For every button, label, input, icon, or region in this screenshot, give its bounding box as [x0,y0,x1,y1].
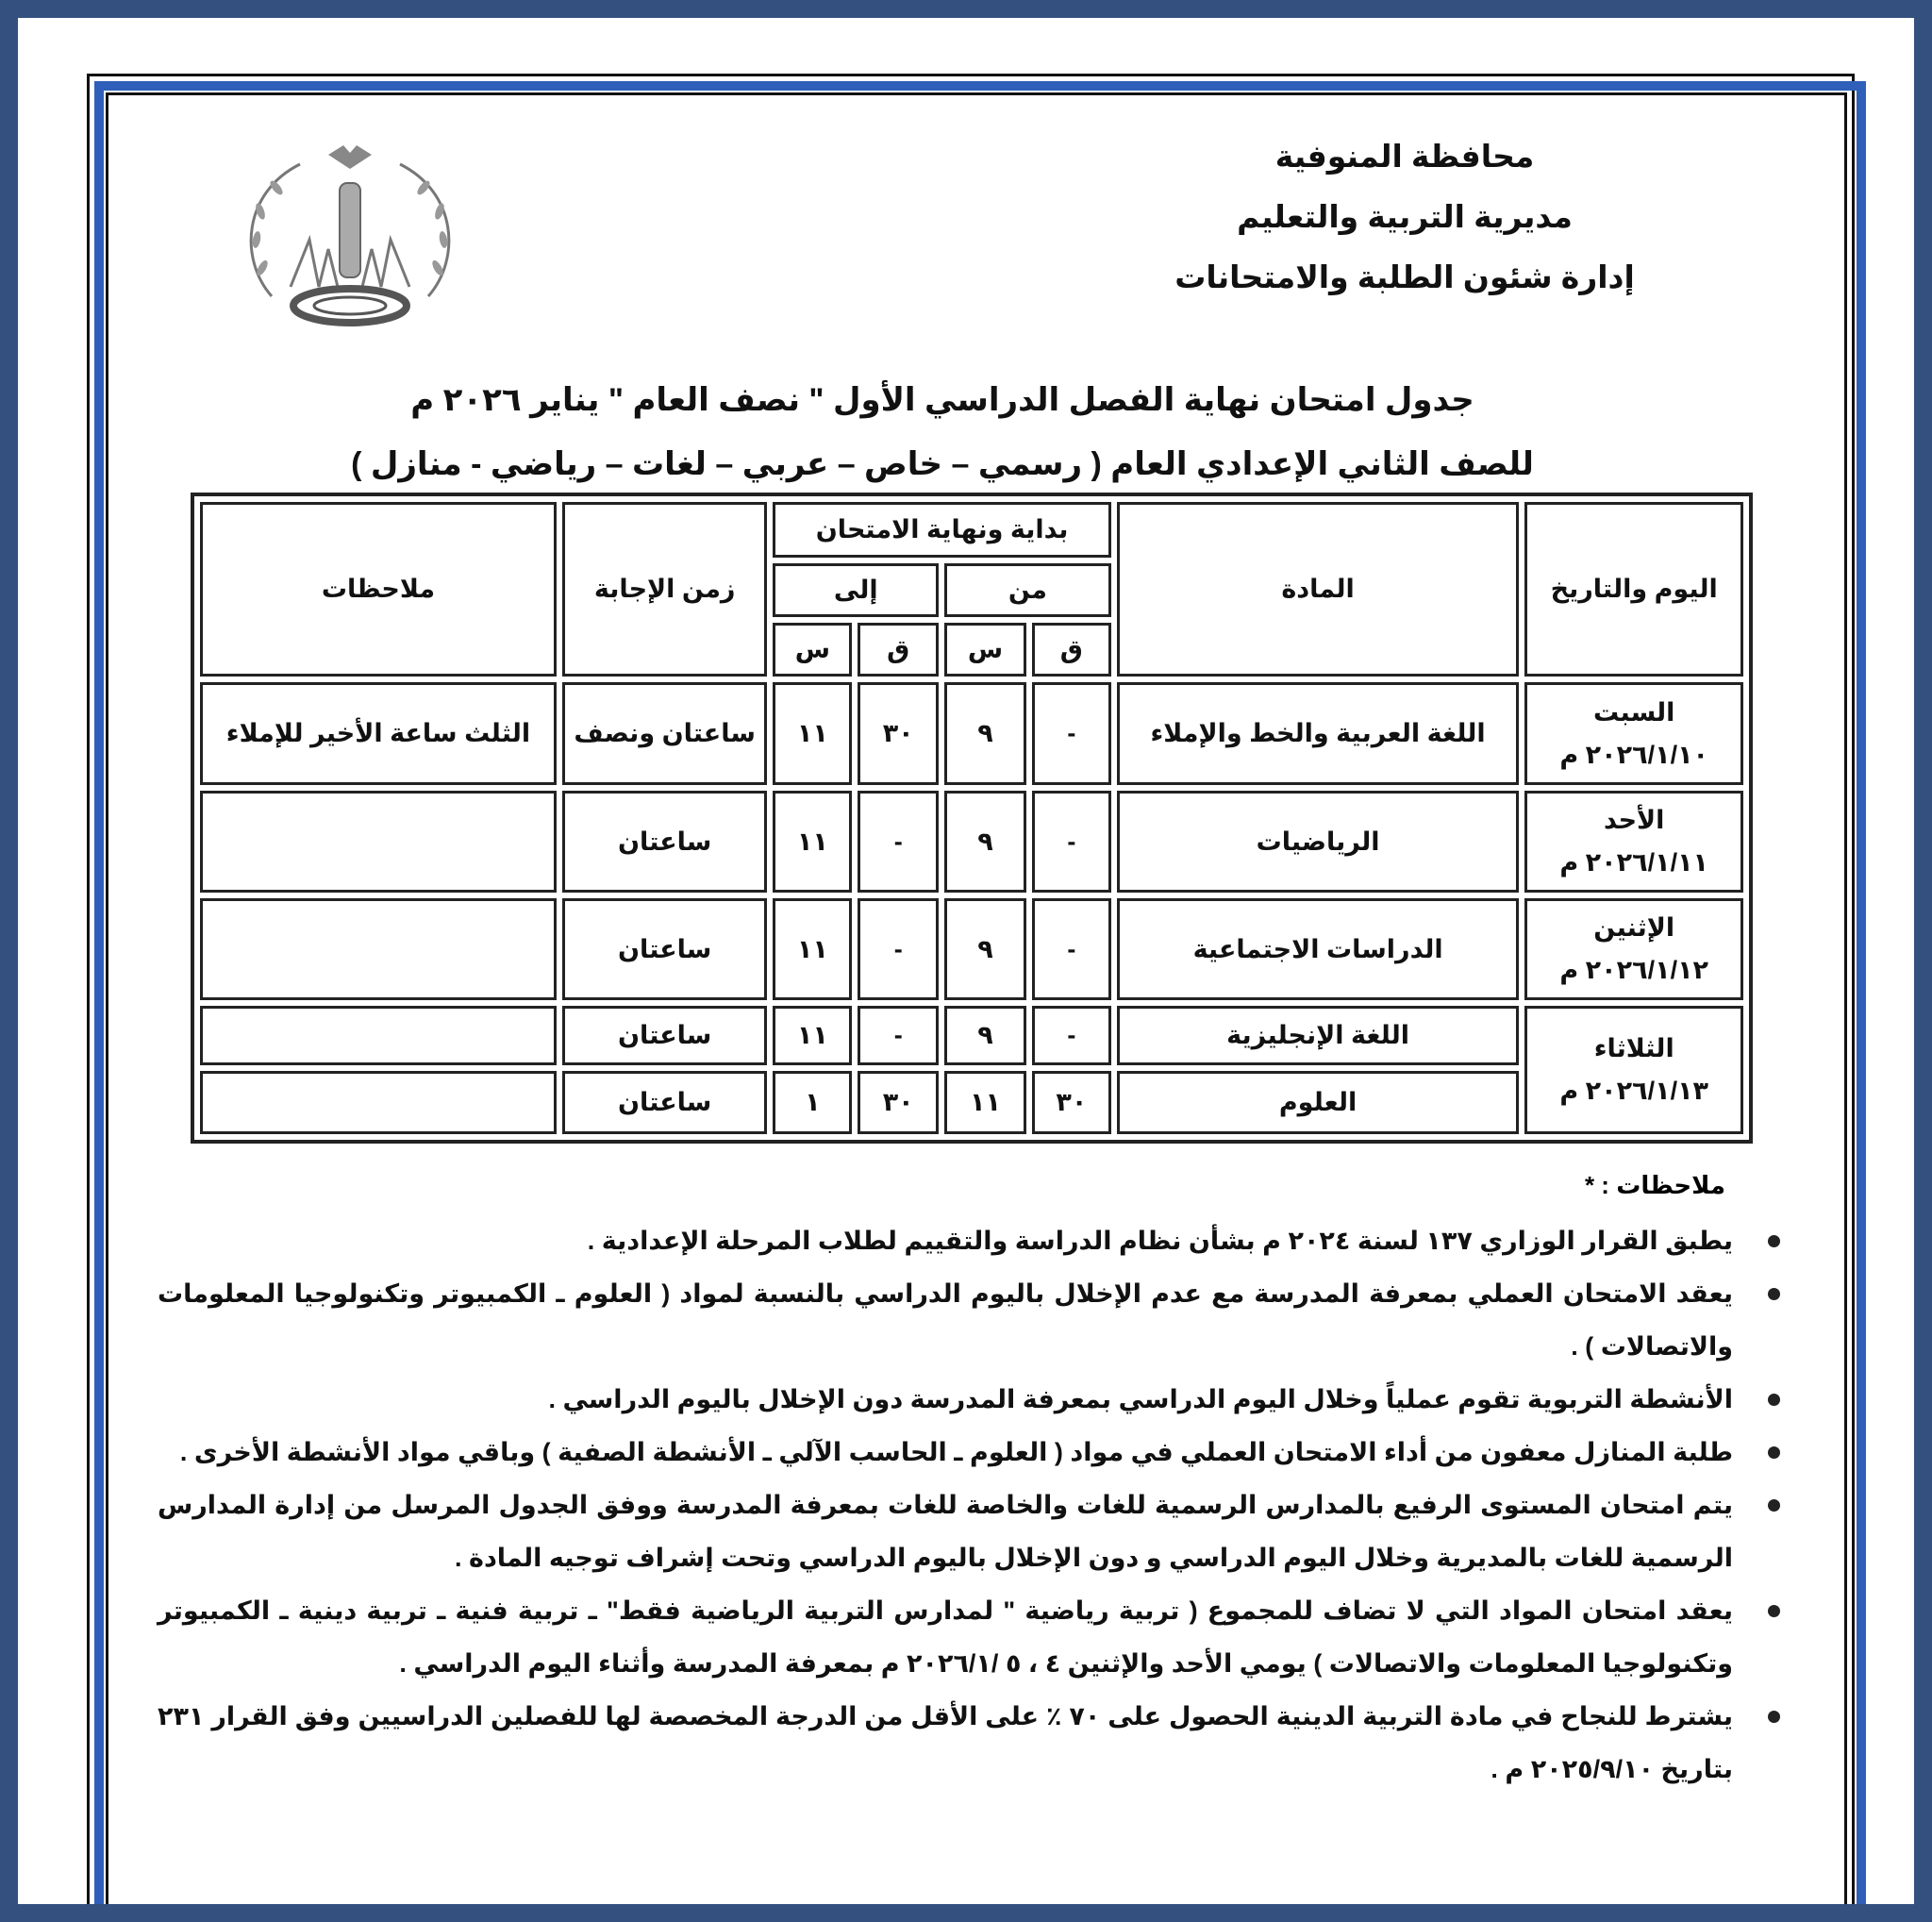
header-from-hour: س [944,623,1026,677]
bullet-icon [1768,1394,1780,1406]
table-header-row [200,502,1743,558]
from-minute-cell: - [1032,791,1111,893]
from-hour-cell: ١١ [944,1071,1026,1134]
to-hour-cell: ١١ [773,791,852,893]
to-hour-cell: ١١ [773,682,852,786]
from-hour-cell: ٩ [944,1006,1026,1065]
subject-cell: الدراسات الاجتماعية [1117,898,1520,1000]
bullet-icon [1768,1605,1780,1617]
date: ٢٠٢٦/١/١٢ م [1559,956,1709,984]
duration-cell: ساعتان ونصف [562,682,768,786]
to-minute-cell: - [858,898,939,1000]
day-date-cell [1524,791,1743,893]
table-row [200,1071,1743,1134]
subject-cell: اللغة الإنجليزية [1117,1006,1520,1065]
to-minute-cell: ٣٠ [858,1071,939,1134]
document-page [18,18,1914,1904]
ministry-emblem-icon [234,136,466,339]
bullet-icon [1768,1499,1780,1512]
list-item [158,1584,1780,1690]
from-minute-cell: - [1032,1006,1111,1065]
subject-cell: العلوم [1117,1071,1520,1134]
schedule-subtitle: للصف الثاني الإعدادي العام ( رسمي – خاص – عربي – لغات – رياضي - منازل ) [351,446,1534,482]
to-minute-cell: ٣٠ [858,682,939,786]
to-hour-cell: ١١ [773,898,852,1000]
header-duration: زمن الإجابة [562,502,768,677]
date: ٢٠٢٦/١/١٠ م [1559,740,1709,769]
notes-list [158,1214,1780,1796]
date: ٢٠٢٦/١/١١ م [1559,848,1709,877]
directorate-name: مديرية التربية والتعليم [1237,199,1573,234]
header-to-hour: س [773,623,852,677]
from-hour-cell: ٩ [944,682,1026,786]
date: ٢٠٢٦/١/١٣ م [1559,1076,1709,1105]
subject-cell: الرياضيات [1117,791,1520,893]
list-item [158,1426,1780,1479]
header-to: إلى [773,563,939,617]
table-row [200,898,1743,1000]
to-hour-cell: ١ [773,1071,852,1134]
subject-cell: اللغة العربية والخط والإملاء [1117,682,1520,786]
duration-cell: ساعتان [562,1071,768,1134]
note-text: يعقد الامتحان العملي بمعرفة المدرسة مع عدم الإخلال باليوم الدراسي بالنسبة لمواد ( العلوم ـ الكمبيوتر وتكنولوجيا المعلومات والاتصالات ) . [158,1279,1733,1361]
day-name: الأحد [1604,806,1665,835]
notes-label: ملاحظات : * [1584,1171,1725,1199]
to-minute-cell: - [858,791,939,893]
from-minute-cell: ٣٠ [1032,1071,1111,1134]
to-minute-cell: - [858,1006,939,1065]
note-cell [200,791,557,893]
note-text: طلبة المنازل معفون من أداء الامتحان العملي في مواد ( العلوم ـ الحاسب الآلي ـ الأنشطة الصفية ) وباقي مواد الأنشطة الأخرى . [179,1438,1733,1466]
letterhead [1141,126,1669,308]
day-date-cell [1524,1006,1743,1134]
list-item [158,1267,1780,1373]
note-cell: الثلث ساعة الأخير للإملاء [200,682,557,786]
note-text: يتم امتحان المستوى الرفيع بالمدارس الرسمية للغات والخاصة للغات بمعرفة المدرسة ووفق الجدول المرسل من إدارة المدارس الرسمية للغات بالمديرية وخلال اليوم الدراسي و دون الإخلال باليوم الدراسي وتحت إشراف توجيه المادة . [158,1491,1733,1572]
note-text: الأنشطة التربوية تقوم عملياً وخلال اليوم الدراسي بمعرفة المدرسة دون الإخلال باليوم الدراسي . [548,1385,1733,1413]
exam-schedule-table [191,493,1753,1144]
list-item [158,1214,1780,1267]
list-item [158,1690,1780,1796]
header-notes: ملاحظات [200,502,557,677]
header-to-minute: ق [858,623,939,677]
duration-cell: ساعتان [562,898,768,1000]
bullet-icon [1768,1288,1780,1300]
list-item [158,1373,1780,1426]
note-text: يعقد امتحان المواد التي لا تضاف للمجموع ( تربية رياضية " لمدارس التربية الرياضية فقط" ـ تربية فنية ـ تربية دينية ـ الكمبيوتر وتكنولوجيا المعلومات والاتصالات ) يومي الأحد والإثنين ٤ ، ٥ /٢٠٢٦/١ م بمعرفة المدرسة وأثناء اليوم الدراسي . [158,1596,1733,1678]
header-day-date: اليوم والتاريخ [1524,502,1743,677]
bullet-icon [1768,1711,1780,1723]
to-hour-cell: ١١ [773,1006,852,1065]
header-subject: المادة [1117,502,1520,677]
department-name: إدارة شئون الطلبة والامتحانات [1174,259,1635,294]
list-item [158,1479,1780,1584]
header-from: من [944,563,1111,617]
note-text: يشترط للنجاح في مادة التربية الدينية الحصول على ٧٠ ٪ على الأقل من الدرجة المخصصة لها للفصلين الدراسيين وفق القرار ٢٣١ بتاريخ ٢٠٢٥/٩/١٠ م . [158,1702,1734,1783]
day-name: الإثنين [1593,913,1675,942]
header-from-minute: ق [1032,623,1111,677]
table-row [200,682,1743,786]
from-hour-cell: ٩ [944,898,1026,1000]
from-hour-cell: ٩ [944,791,1026,893]
table-row [200,791,1743,893]
governorate-name: محافظة المنوفية [1274,139,1535,174]
note-cell [200,898,557,1000]
bullet-icon [1768,1235,1780,1247]
from-minute-cell: - [1032,898,1111,1000]
duration-cell: ساعتان [562,791,768,893]
note-text: يطبق القرار الوزاري ١٣٧ لسنة ٢٠٢٤ م بشأن نظام الدراسة والتقييم لطلاب المرحلة الإعدادية . [587,1227,1733,1255]
day-name: السبت [1592,697,1675,727]
note-cell [200,1006,557,1065]
note-cell [200,1071,557,1134]
duration-cell: ساعتان [562,1006,768,1065]
bullet-icon [1768,1446,1780,1459]
table-row [200,1006,1743,1065]
day-date-cell [1524,682,1743,786]
day-date-cell [1524,898,1743,1000]
schedule-title: جدول امتحان نهاية الفصل الدراسي الأول " نصف العام " يناير ٢٠٢٦ م [410,382,1474,418]
day-name: الثلاثاء [1593,1033,1674,1062]
header-start-end: بداية ونهاية الامتحان [773,502,1110,558]
from-minute-cell: - [1032,682,1111,786]
